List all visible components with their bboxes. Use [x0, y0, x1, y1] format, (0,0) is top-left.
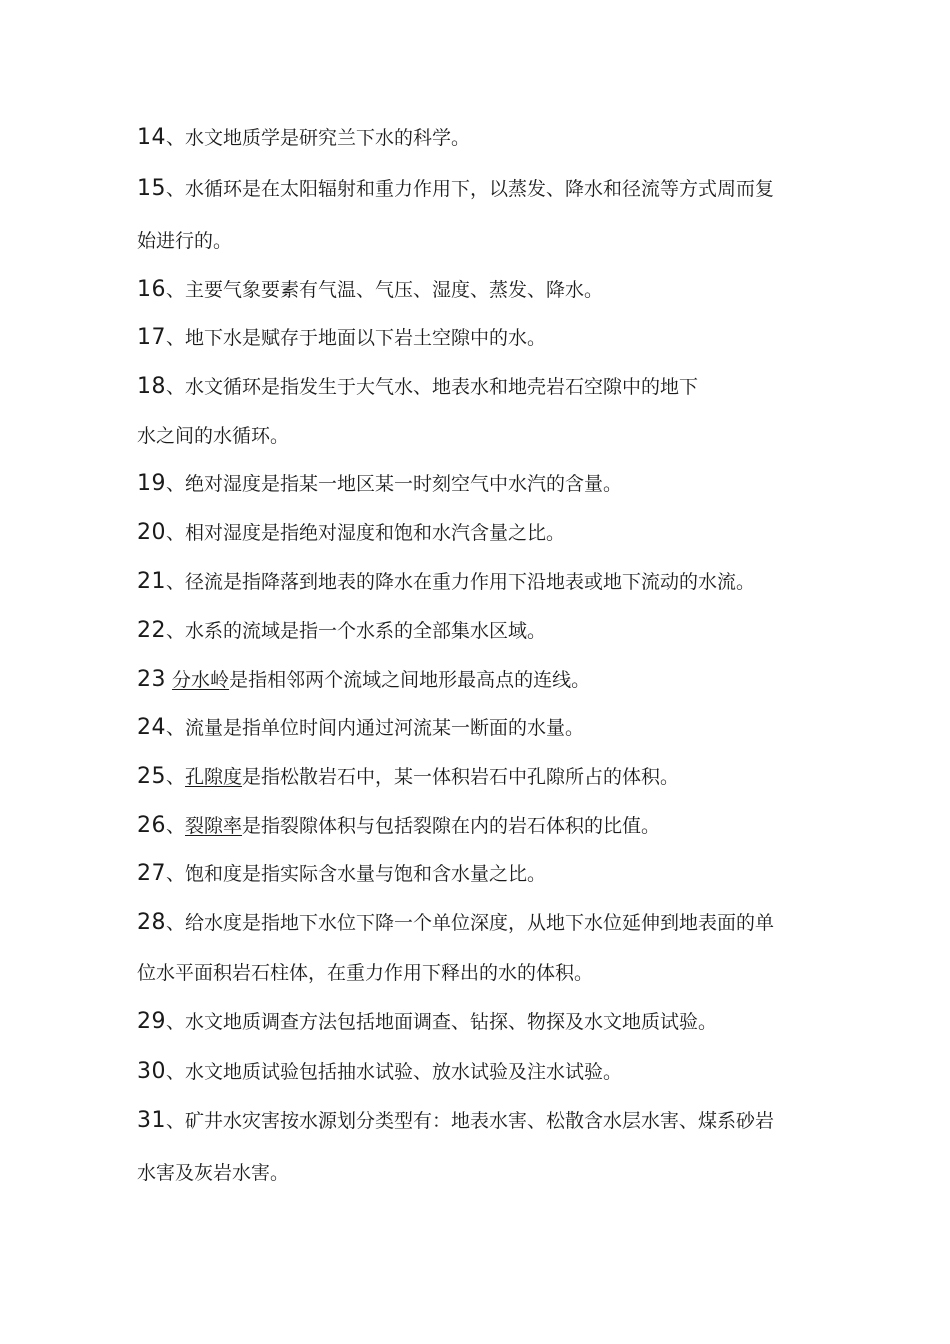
item-term: 裂隙率	[185, 815, 243, 837]
list-item	[137, 323, 827, 353]
item-text: 水循环是在太阳辐射和重力作用下，以蒸发、降水和径流等方式周而复	[185, 178, 775, 200]
item-term: 分水岭	[172, 669, 230, 691]
item-text: 主要气象要素有气温、气压、湿度、蒸发、降水。	[185, 279, 604, 301]
item-text: 绝对湿度是指某一地区某一时刻空气中水汽的含量。	[185, 473, 623, 495]
item-separator: 、	[166, 327, 186, 349]
item-number: 21	[137, 569, 166, 594]
item-separator: 、	[166, 178, 186, 200]
item-text: 水文地质学是研究兰下水的科学。	[185, 127, 471, 149]
list-item-continuation	[137, 1158, 827, 1188]
item-separator: 、	[166, 279, 186, 301]
list-item	[137, 1057, 827, 1087]
item-number: 27	[137, 861, 166, 886]
item-separator: 、	[166, 815, 186, 837]
item-text: 流量是指单位时间内通过河流某一断面的水量。	[185, 717, 585, 739]
item-text: 矿井水灾害按水源划分类型有：地表水害、松散含水层水害、煤系砂岩	[185, 1110, 775, 1132]
item-text: 是指裂隙体积与包括裂隙在内的岩石体积的比值。	[242, 815, 661, 837]
list-item	[137, 616, 827, 646]
item-separator: 、	[166, 571, 186, 593]
item-separator: 、	[166, 127, 186, 149]
item-separator: 、	[166, 863, 186, 885]
item-text: 饱和度是指实际含水量与饱和含水量之比。	[185, 863, 547, 885]
list-item	[137, 567, 827, 597]
item-number: 24	[137, 715, 166, 740]
item-number: 29	[137, 1009, 166, 1034]
item-text: 是指相邻两个流域之间地形最高点的连线。	[229, 669, 591, 691]
item-number: 31	[137, 1108, 166, 1133]
item-text: 水文地质调查方法包括地面调查、钻探、物探及水文地质试验。	[185, 1011, 718, 1033]
list-item	[137, 665, 827, 695]
item-text: 水文循环是指发生于大气水、地表水和地壳岩石空隙中的地下	[185, 376, 699, 398]
list-item	[137, 762, 827, 792]
item-text-continued: 水害及灰岩水害。	[137, 1162, 290, 1184]
item-separator: 、	[166, 620, 186, 642]
item-text: 是指松散岩石中，某一体积岩石中孔隙所占的体积。	[242, 766, 680, 788]
item-separator: 、	[166, 376, 186, 398]
item-term: 孔隙度	[185, 766, 243, 788]
item-text: 地下水是赋存于地面以下岩土空隙中的水。	[185, 327, 547, 349]
item-number: 25	[137, 764, 166, 789]
item-separator: 、	[166, 1110, 186, 1132]
item-text: 相对湿度是指绝对湿度和饱和水汽含量之比。	[185, 522, 566, 544]
item-number: 14	[137, 125, 166, 150]
item-number: 22	[137, 618, 166, 643]
item-number: 28	[137, 910, 166, 935]
item-number: 17	[137, 325, 166, 350]
item-text: 给水度是指地下水位下降一个单位深度，从地下水位延伸到地表面的单	[185, 912, 775, 934]
list-item	[137, 1106, 827, 1136]
list-item-continuation	[137, 958, 827, 988]
item-separator: 、	[166, 473, 186, 495]
item-text-continued: 始进行的。	[137, 230, 233, 252]
item-separator: 、	[166, 1011, 186, 1033]
item-number: 23	[137, 667, 166, 692]
list-item	[137, 713, 827, 743]
item-number: 26	[137, 813, 166, 838]
list-item	[137, 859, 827, 889]
item-separator: 、	[166, 912, 186, 934]
list-item	[137, 518, 827, 548]
item-number: 18	[137, 374, 166, 399]
item-text: 水系的流域是指一个水系的全部集水区域。	[185, 620, 547, 642]
item-text: 水文地质试验包括抽水试验、放水试验及注水试验。	[185, 1061, 623, 1083]
list-item	[137, 1007, 827, 1037]
item-number: 20	[137, 520, 166, 545]
list-item	[137, 372, 827, 402]
item-number: 19	[137, 471, 166, 496]
item-separator: 、	[166, 522, 186, 544]
list-item-continuation	[137, 226, 827, 256]
item-separator: 、	[166, 1061, 186, 1083]
list-item	[137, 811, 827, 841]
list-item	[137, 174, 827, 204]
list-item	[137, 908, 827, 938]
item-text: 径流是指降落到地表的降水在重力作用下沿地表或地下流动的水流。	[185, 571, 756, 593]
item-separator: 、	[166, 766, 186, 788]
list-item-continuation	[137, 421, 827, 451]
list-item	[137, 123, 827, 153]
list-item	[137, 275, 827, 305]
list-item	[137, 469, 827, 499]
item-number: 16	[137, 277, 166, 302]
item-text-continued: 水之间的水循环。	[137, 425, 290, 447]
item-separator: 、	[166, 717, 186, 739]
item-number: 30	[137, 1059, 166, 1084]
item-number: 15	[137, 176, 166, 201]
item-text-continued: 位水平面积岩石柱体，在重力作用下释出的水的体积。	[137, 962, 594, 984]
